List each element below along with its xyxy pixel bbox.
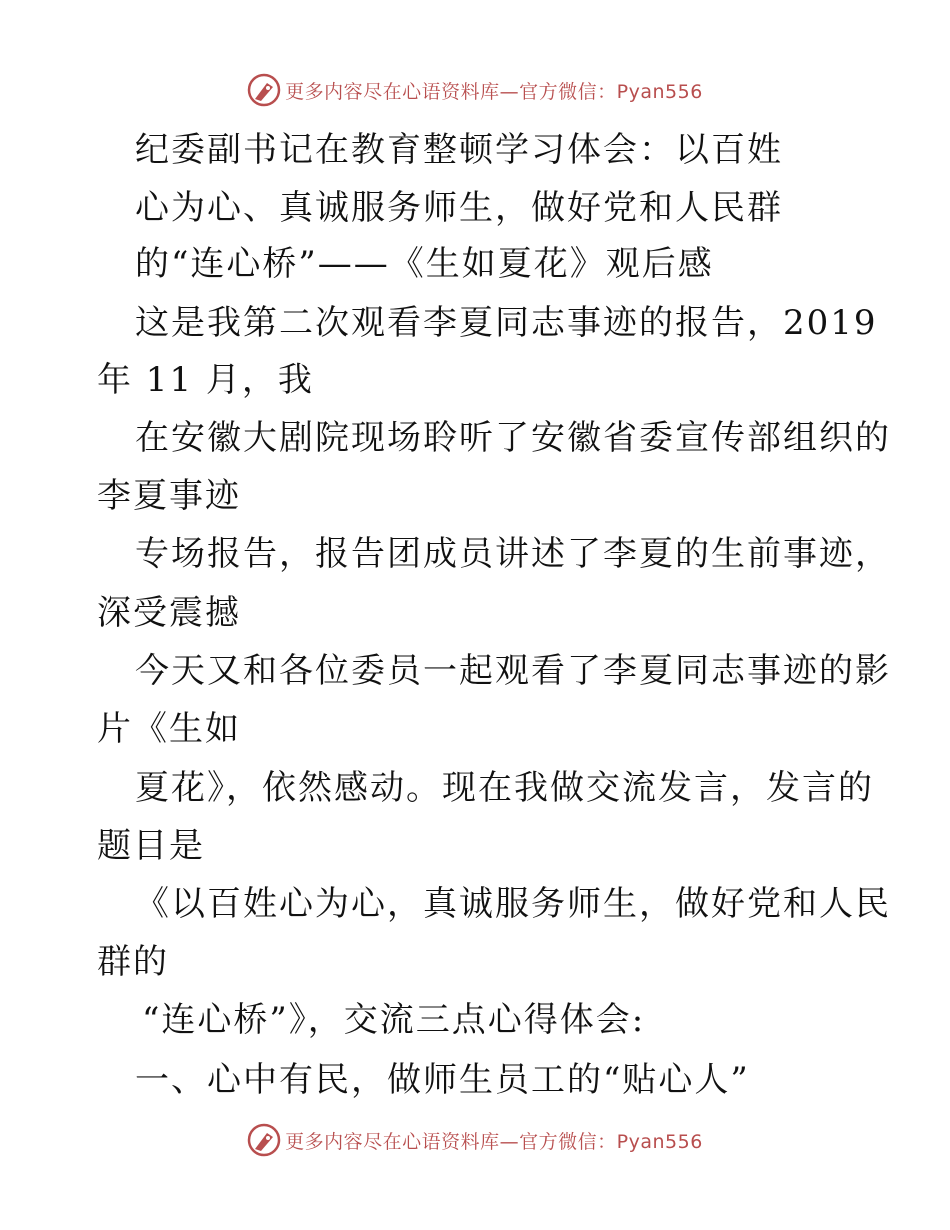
body-line-9: 夏花》，依然感动。现在我做交流发言，发言的	[135, 768, 874, 808]
body-line-5: 专场报告，报告团成员讲述了李夏的生前事迹，	[135, 534, 891, 574]
body-line-13: “连心桥”》，交流三点心得体会:	[142, 1000, 646, 1040]
body-line-1: 这是我第二次观看李夏同志事迹的报告，2019	[135, 303, 878, 343]
body-line-4: 李夏事迹	[97, 476, 241, 516]
body-line-2: 年 11 月，我	[97, 360, 314, 400]
body-line-7: 今天又和各位委员一起观看了李夏同志事迹的影	[135, 651, 891, 691]
body-line-3: 在安徽大剧院现场聆听了安徽省委宣传部组织的	[135, 418, 891, 458]
body-line-6: 深受震撼	[97, 593, 241, 633]
header-banner-text: 更多内容尽在心语资料库—官方微信：Pyan556	[285, 80, 703, 103]
body-line-14: 一、心中有民，做师生员工的“贴心人”	[135, 1060, 750, 1100]
header-banner	[0, 70, 950, 110]
body-line-10: 题目是	[97, 826, 205, 866]
footer-banner	[0, 1120, 950, 1160]
body-line-11: 《以百姓心为心，真诚服务师生，做好党和人民	[135, 884, 891, 924]
footer-banner-text: 更多内容尽在心语资料库—官方微信：Pyan556	[285, 1130, 703, 1153]
title-line-1: 纪委副书记在教育整顿学习体会：以百姓	[135, 130, 783, 170]
title-line-2: 心为心、真诚服务师生，做好党和人民群	[135, 188, 783, 228]
pen-nib-logo-icon	[247, 73, 281, 107]
body-line-8: 片《生如	[97, 709, 241, 749]
title-line-3: 的“连心桥”——《生如夏花》观后感	[135, 244, 714, 284]
body-line-12: 群的	[97, 942, 169, 982]
pen-nib-logo-icon	[247, 1123, 281, 1157]
